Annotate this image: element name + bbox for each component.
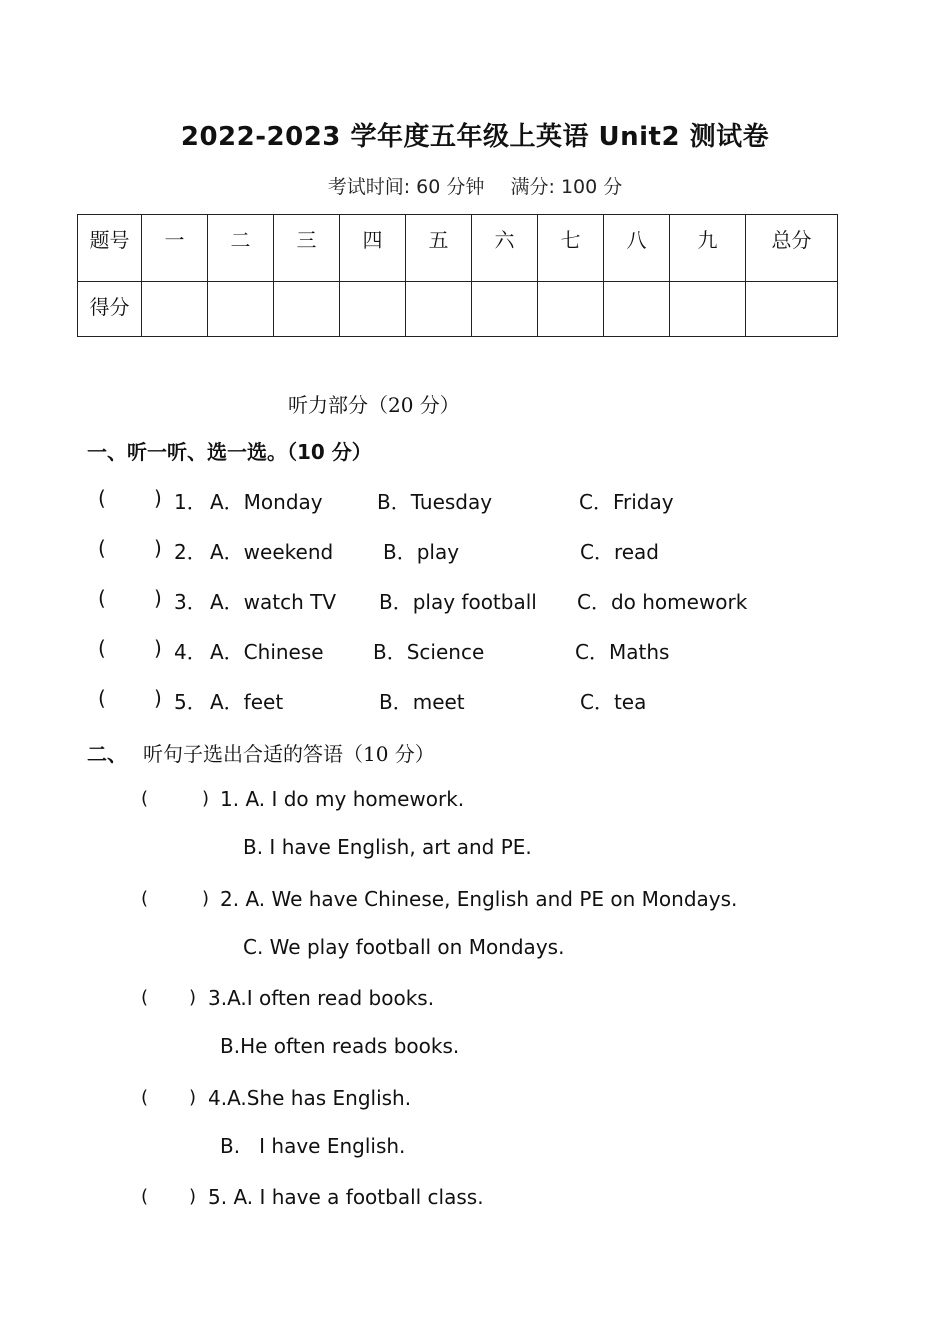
table-cell-label: 得分 (78, 282, 142, 337)
answer-paren-open[interactable]: ( (98, 486, 106, 510)
answer-paren-close: ) (189, 1087, 197, 1108)
answer-paren-open[interactable]: ( (141, 1087, 149, 1108)
score-table (77, 214, 838, 337)
question-number: 2． (174, 540, 207, 564)
table-cell-header: 三 (274, 215, 340, 282)
score-cell[interactable] (340, 282, 406, 337)
question-text: 5. A. I have a football class. (208, 1185, 484, 1209)
table-cell-header: 七 (538, 215, 604, 282)
option-text: B. I have English. (220, 1134, 406, 1158)
answer-paren-open[interactable]: ( (98, 686, 106, 710)
exam-info (0, 172, 950, 199)
listening-heading: 听力部分（20 分） (288, 393, 460, 417)
option-text: B. I have English, art and PE. (243, 835, 532, 859)
table-cell-header: 八 (604, 215, 670, 282)
option-a: A．feet (210, 690, 284, 714)
answer-paren-open[interactable]: ( (141, 788, 149, 809)
answer-paren-close: ) (189, 987, 197, 1008)
score-cell[interactable] (208, 282, 274, 337)
question-number: 4． (174, 640, 207, 664)
table-cell-header: 总分 (746, 215, 838, 282)
table-cell-header: 九 (670, 215, 746, 282)
question-number: 3． (174, 590, 207, 614)
option-b: B．play football (379, 590, 537, 614)
answer-paren-close: ) (154, 486, 162, 510)
score-cell[interactable] (746, 282, 838, 337)
answer-paren-close: ) (154, 536, 162, 560)
table-cell-header: 五 (406, 215, 472, 282)
option-b: B．Science (373, 640, 485, 664)
answer-paren-close: ) (202, 788, 210, 809)
score-table-header-row (78, 215, 838, 282)
option-b: B．Tuesday (377, 490, 493, 514)
question-text: 4.A.She has English. (208, 1086, 412, 1110)
option-c: C．tea (580, 690, 647, 714)
score-cell[interactable] (406, 282, 472, 337)
section2-heading: 听句子选出合适的答语（10 分） (143, 742, 435, 766)
answer-paren-open[interactable]: ( (141, 1186, 149, 1207)
score-cell[interactable] (274, 282, 340, 337)
option-c: C．Maths (575, 640, 670, 664)
score-cell[interactable] (538, 282, 604, 337)
option-a: A．watch TV (210, 590, 337, 614)
option-c: C．do homework (577, 590, 748, 614)
score-cell[interactable] (670, 282, 746, 337)
score-cell[interactable] (604, 282, 670, 337)
page-title: 2022-2023 学年度五年级上英语 Unit2 测试卷 (180, 122, 770, 152)
table-cell-header: 六 (472, 215, 538, 282)
option-text: C. We play football on Mondays. (243, 935, 565, 959)
option-b: B．play (383, 540, 460, 564)
question-number: 1． (174, 490, 207, 514)
answer-paren-close: ) (154, 586, 162, 610)
full-score: 满分: 100 分 (510, 176, 623, 198)
answer-paren-close: ) (189, 1186, 197, 1207)
question-number: 5． (174, 690, 207, 714)
score-cell[interactable] (472, 282, 538, 337)
option-a: A．weekend (210, 540, 334, 564)
answer-paren-close: ) (202, 888, 210, 909)
option-b: B．meet (379, 690, 465, 714)
answer-paren-open[interactable]: ( (141, 987, 149, 1008)
answer-paren-close: ) (154, 686, 162, 710)
answer-paren-open[interactable]: ( (98, 536, 106, 560)
answer-paren-open[interactable]: ( (98, 586, 106, 610)
exam-time: 考试时间: 60 分钟 (327, 176, 485, 198)
answer-paren-close: ) (154, 636, 162, 660)
section1-heading: 一、听一听、选一选。（10 分） (87, 440, 372, 464)
option-c: C．Friday (579, 490, 674, 514)
table-cell-header: 四 (340, 215, 406, 282)
question-text: 2. A. We have Chinese, English and PE on Mondays. (220, 887, 738, 911)
table-cell-header: 二 (208, 215, 274, 282)
score-table-score-row (78, 282, 838, 337)
table-cell-header: 一 (142, 215, 208, 282)
option-a: A．Chinese (210, 640, 324, 664)
answer-paren-open[interactable]: ( (141, 888, 149, 909)
question-text: 3.A.I often read books. (208, 986, 435, 1010)
answer-paren-open[interactable]: ( (98, 636, 106, 660)
option-c: C．read (580, 540, 660, 564)
table-cell-header: 题号 (78, 215, 142, 282)
option-text: B.He often reads books. (220, 1034, 460, 1058)
question-text: 1. A. I do my homework. (220, 787, 465, 811)
score-cell[interactable] (142, 282, 208, 337)
section2-heading-number: 二、 (87, 742, 127, 766)
option-a: A．Monday (210, 490, 323, 514)
